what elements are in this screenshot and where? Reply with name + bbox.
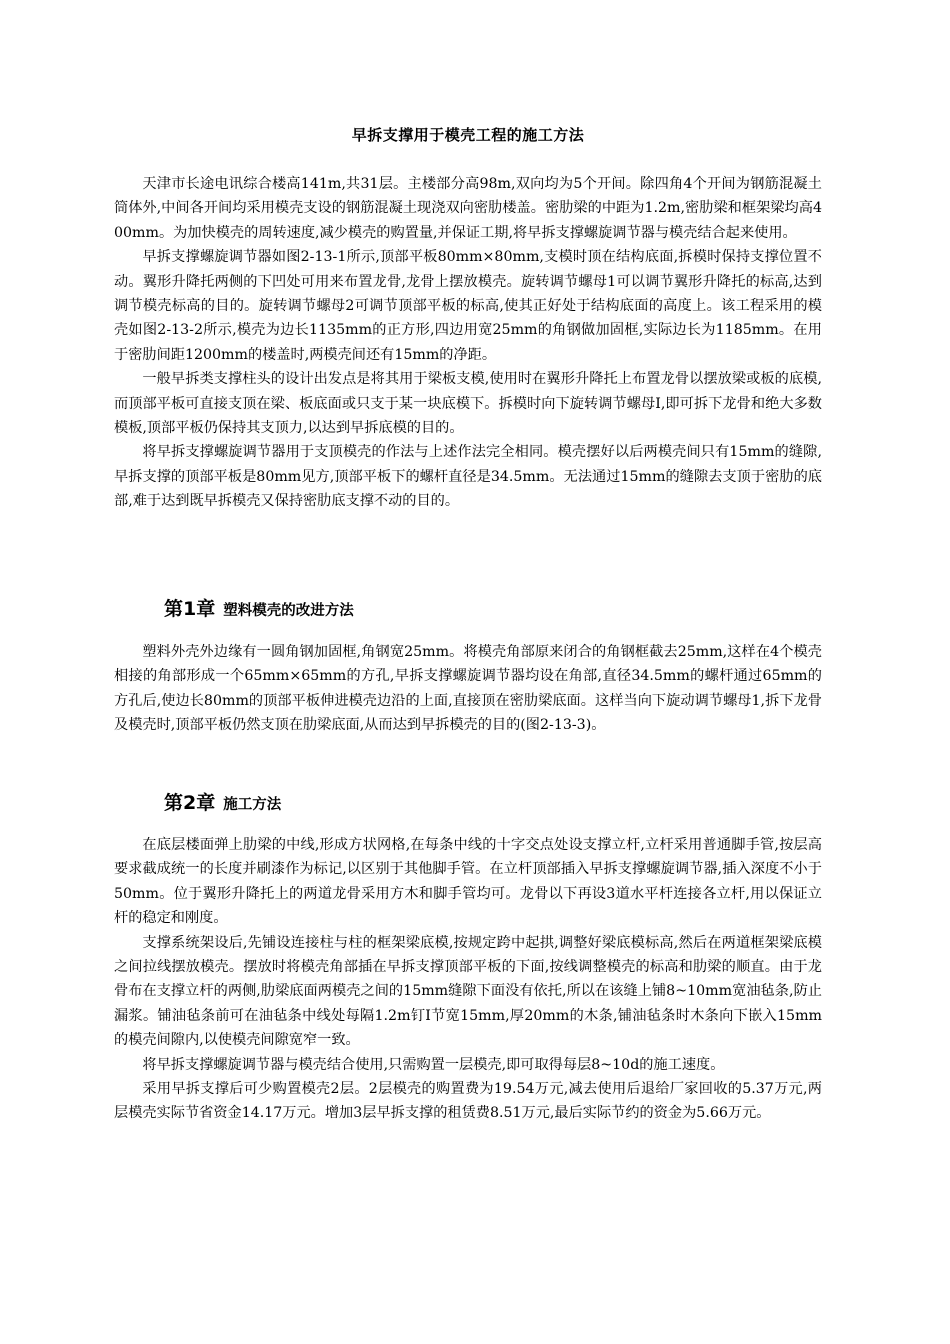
- chapter-1-number: 第1章: [164, 598, 216, 620]
- intro-paragraph-2: 早拆支撑螺旋调节器如图2-13-1所示,顶部平板80mm×80mm,支模时顶在结构底面,拆模时保持支撑位置不动。翼形升降托两侧的下凹处可用来布置龙骨,龙骨上摆放模壳。旋转调节螺母1可以调节翼形升降托的标高,达到调节模壳标高的目的。旋转调节螺母2可调节顶部平板的标高,使其正好处于结构底面的高度上。该工程采用的模壳如图2-13-2所示,模壳为边长1135mm的正方形,四边用宽25mm的角钢做加固框,实际边长为1185mm。在用于密肋间距1200mm的楼盖时,两模壳间还有15mm的净距。: [114, 249, 822, 363]
- intro-paragraph-1: 天津市长途电讯综合楼高141m,共31层。主楼部分高98m,双向均为5个开间。除四角4个开间为钢筋混凝土筒体外,中间各开间均采用模壳支设的钢筋混凝土现浇双向密肋楼盖。密肋梁的中距为1.2m,密肋梁和框架梁均高400mm。为加快模壳的周转速度,减少模壳的购置量,并保证工期,将早拆支撑螺旋调节器与模壳结合起来使用。: [114, 176, 822, 241]
- chapter-2-body: [114, 833, 822, 1126]
- chapter-1-body: [114, 640, 822, 738]
- intro-paragraph-4: 将早拆支撑螺旋调节器用于支顶模壳的作法与上述作法完全相同。模壳摆好以后两模壳间只有15mm的缝隙,早拆支撑的顶部平板是80mm见方,顶部平板下的螺杆直径是34.5mm。无法通过15mm的缝隙去支顶于密肋的底部,难于达到既早拆模壳又保持密肋底支撑不动的目的。: [114, 444, 822, 510]
- chapter-2-title: 施工方法: [223, 797, 282, 813]
- chapter-2-heading: [164, 788, 281, 815]
- intro-paragraph-3: 一般早拆类支撑柱头的设计出发点是将其用于梁板支模,使用时在翼形升降托上布置龙骨以摆放梁或板的底模,而顶部平板可直接支顶在梁、板底面或只支于某一块底模下。拆模时向下旋转调节螺母I,即可拆下龙骨和绝大多数模板,顶部平板仍保持其支顶力,以达到早拆底模的目的。: [114, 371, 822, 437]
- chapter-2-number: 第2章: [164, 792, 216, 814]
- chapter-1-title: 塑料模壳的改进方法: [223, 603, 354, 619]
- chapter-2-paragraph-4: 采用早拆支撑后可少购置模壳2层。2层模壳的购置费为19.54万元,减去使用后退给厂家回收的5.37万元,两层模壳实际节省资金14.17万元。增加3层早拆支撑的租赁费8.51万元,最后实际节约的资金为5.66万元。: [114, 1081, 822, 1122]
- chapter-1-paragraph-1: 塑料外壳外边缘有一圆角钢加固框,角钢宽25mm。将模壳角部原来闭合的角钢框截去25mm,这样在4个模壳相接的角部形成一个65mm×65mm的方孔,早拆支撑螺旋调节器均设在角部,直径34.5mm的螺杆通过65mm的方孔后,使边长80mm的顶部平板伸进模壳边沿的上面,直接顶在密肋梁底面。这样当向下旋动调节螺母1,拆下龙骨及模壳时,顶部平板仍然支顶在肋梁底面,从而达到早拆模壳的目的(图2-13-3)。: [114, 644, 822, 734]
- document-title: 早拆支撑用于模壳工程的施工方法: [351, 126, 585, 144]
- chapter-2-paragraph-2: 支撑系统架设后,先铺设连接柱与柱的框架梁底模,按规定跨中起拱,调整好梁底模标高,然后在两道框架梁底模之间拉线摆放模壳。摆放时将模壳角部插在早拆支撑顶部平板的下面,按线调整模壳的标高和肋梁的顺直。由于龙骨布在支撑立杆的两侧,肋梁底面两模壳之间的15mm缝隙下面没有依托,所以在该缝上铺8~10mm宽油毡条,防止漏浆。铺油毡条前可在油毡条中线处每隔1.2m钉I节宽15mm,厚20mm的木条,铺油毡条时木条向下嵌入15mm的模壳间隙内,以使模壳间隙宽窄一致。: [114, 934, 822, 1049]
- intro-section: [114, 172, 822, 514]
- chapter-2-paragraph-3: 将早拆支撑螺旋调节器与模壳结合使用,只需购置一层模壳,即可取得每层8~10d的施工速度。: [142, 1056, 725, 1073]
- chapter-1-heading: [164, 594, 354, 621]
- chapter-2-paragraph-1: 在底层楼面弹上肋梁的中线,形成方状网格,在每条中线的十字交点处设支撑立杆,立杆采用普通脚手管,按层高要求截成统一的长度并刷漆作为标记,以区别于其他脚手管。在立杆顶部插入早拆支撑螺旋调节器,插入深度不小于50mm。位于翼形升降托上的两道龙骨采用方木和脚手管均可。龙骨以下再设3道水平杆连接各立杆,用以保证立杆的稳定和刚度。: [114, 837, 822, 927]
